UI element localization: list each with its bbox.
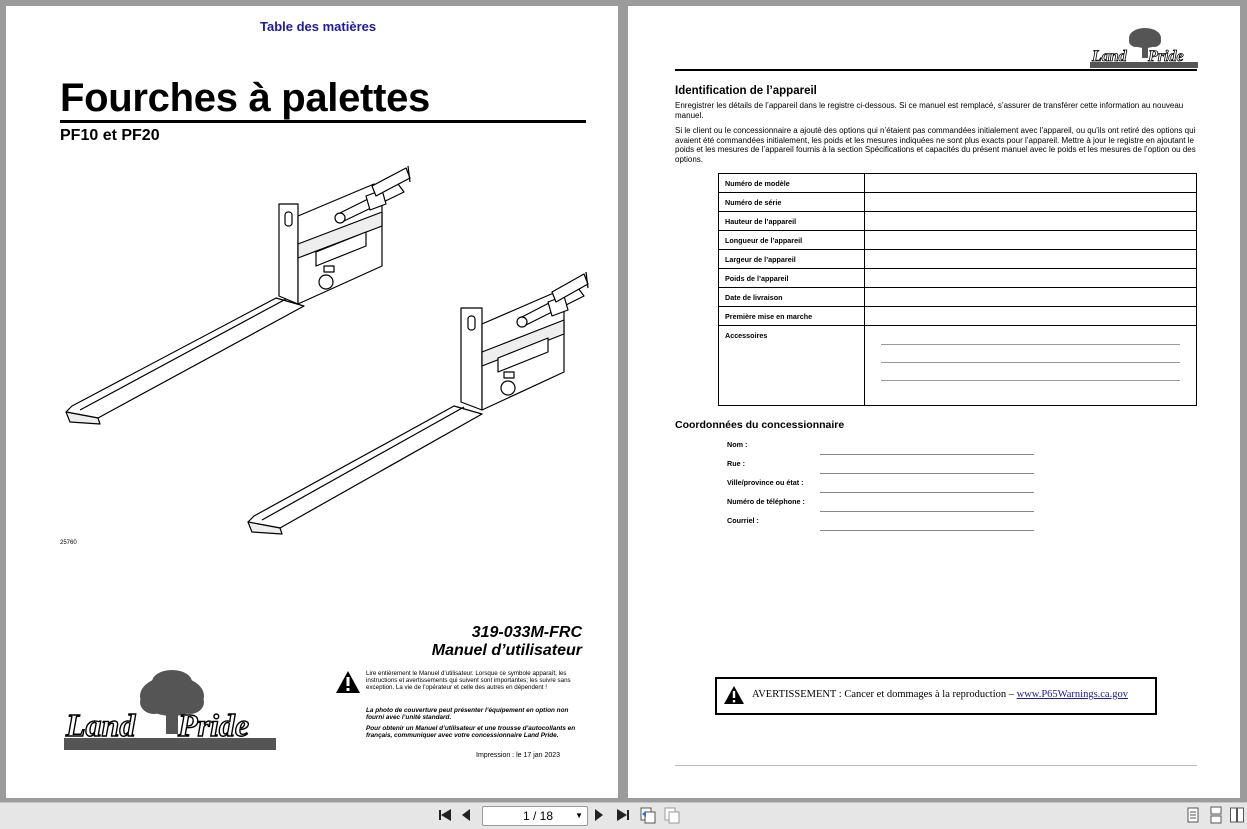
register-label: Largeur de l’appareil (719, 250, 865, 269)
register-value-field[interactable] (865, 250, 1197, 269)
first-page-button[interactable] (438, 806, 452, 824)
continuous-page-icon (1210, 806, 1222, 824)
page-number-select[interactable] (482, 806, 588, 826)
p65-warning-text (752, 689, 1128, 700)
chevron-down-icon: ▼ (575, 811, 583, 820)
previous-page-icon (461, 806, 471, 824)
part-number: 319-033M-FRC (471, 624, 582, 641)
dealer-city-line[interactable] (820, 492, 1034, 493)
dealer-email-line[interactable] (820, 530, 1034, 531)
two-page-icon (1230, 806, 1244, 824)
logo-small-pride-text: Pride (1148, 48, 1184, 65)
register-value-field[interactable] (865, 174, 1197, 193)
next-page-button[interactable] (594, 806, 604, 824)
pallet-forks-illustration (36, 156, 596, 546)
document-subtitle: PF10 et PF20 (60, 127, 160, 144)
accessories-row (719, 326, 1197, 406)
print-date: Impression : le 17 jan 2023 (476, 752, 561, 759)
page-indicator: 1 / 18 (522, 809, 553, 823)
identification-paragraph-1: Enregistrer les détails de l’appareil dans le registre ci-dessous. Si ce manuel est remplacé, s’assurer de transférer cette information au nouveau manuel. (675, 101, 1184, 120)
register-value-field[interactable] (865, 193, 1197, 212)
register-value-field[interactable] (865, 231, 1197, 250)
identification-heading: Identification de l’appareil (675, 85, 817, 97)
table-row (719, 193, 1197, 212)
logo-small-land-text: Land (1092, 48, 1127, 65)
dealer-field-label: Ville/province ou état : (727, 478, 804, 487)
cover-page (6, 6, 618, 798)
cover-photo-note: La photo de couverture peut présenter l’équipement en option non fourni avec l’unité standard. (366, 707, 569, 722)
register-label: Hauteur de l’appareil (719, 212, 865, 231)
document-title: Fourches à palettes (60, 76, 430, 120)
p65-warning-link[interactable]: www.P65Warnings.ca.gov (1016, 689, 1128, 700)
previous-page-button[interactable] (461, 806, 471, 824)
register-label: Longueur de l’appareil (719, 231, 865, 250)
go-forward-icon (664, 806, 680, 824)
two-page-view-button[interactable] (1230, 806, 1244, 824)
dealer-field-label: Nom : (727, 440, 748, 449)
dealer-field-label: Courriel : (727, 516, 759, 525)
register-label: Poids de l’appareil (719, 269, 865, 288)
p65-warning-prefix: AVERTISSEMENT : Cancer et dommages à la reproduction – (752, 689, 1017, 700)
register-label: Numéro de série (719, 193, 865, 212)
table-of-contents-link[interactable]: Table des matières (260, 19, 377, 34)
table-row (719, 174, 1197, 193)
safety-warning-text: Lire entièrement le Manuel d’utilisateur. Lorsque ce symbole apparaît, les instructions et avertissements qui suivent sont importantes; les suivre sans exception. La vie de l’opérateur et celle des autres en dépendent ! (366, 670, 571, 691)
table-row (719, 250, 1197, 269)
footer-divider (675, 765, 1197, 766)
equipment-register-table (718, 173, 1197, 406)
header-divider (675, 69, 1197, 71)
dealer-phone-line[interactable] (820, 511, 1034, 512)
last-page-icon (616, 806, 630, 824)
first-page-icon (438, 806, 452, 824)
go-forward-button[interactable] (664, 806, 680, 824)
p65-warning-box (715, 677, 1157, 715)
last-page-button[interactable] (616, 806, 630, 824)
figure-number: 25760 (60, 540, 77, 546)
register-value-field[interactable] (865, 269, 1197, 288)
go-back-icon (640, 806, 656, 824)
register-label: Date de livraison (719, 288, 865, 307)
accessories-line (881, 362, 1180, 363)
dealer-street-line[interactable] (820, 473, 1034, 474)
table-row (719, 212, 1197, 231)
register-value-field[interactable] (865, 212, 1197, 231)
logo-pride-text: Pride (178, 707, 250, 743)
table-row (719, 269, 1197, 288)
go-back-button[interactable] (640, 806, 656, 824)
manual-name: Manuel d’utilisateur (431, 642, 582, 659)
identification-paragraph-2: Si le client ou le concessionnaire a ajouté des options qui n’étaient pas commandées initialement avec l’appareil, ou qu’ils ont retiré des options qui avaient été commandées initialement, les poids et les mesures indiquées ne sont plus exacts pour l’appareil. Mettre à jour le registre en ajoutant le poids et les mesures de l’appareil fournis à la section Spécifications et capacités du présent manuel avec le poids et les mesures de l’option ou des options. (675, 126, 1196, 165)
table-row (719, 288, 1197, 307)
accessories-line (881, 380, 1180, 381)
next-page-icon (594, 806, 604, 824)
dealer-name-line[interactable] (820, 454, 1034, 455)
register-label: Première mise en marche (719, 307, 865, 326)
register-label: Numéro de modèle (719, 174, 865, 193)
accessories-label: Accessoires (719, 326, 865, 406)
french-manual-note: Pour obtenir un Manuel d’utilisateur et une trousse d’autocollants en français, communiquer avec votre concessionnaire Land Pride. (366, 725, 576, 740)
table-row (719, 231, 1197, 250)
single-page-view-button[interactable] (1187, 806, 1199, 824)
pdf-viewer-toolbar (0, 802, 1247, 829)
logo-land-text: Land (66, 707, 136, 743)
register-value-field[interactable] (865, 288, 1197, 307)
title-divider (60, 120, 586, 123)
accessories-field[interactable] (865, 326, 1197, 406)
dealer-field-label: Rue : (727, 459, 745, 468)
identification-page (628, 6, 1240, 798)
single-page-icon (1187, 806, 1199, 824)
warning-triangle-icon (723, 685, 745, 705)
warning-triangle-icon (335, 670, 361, 694)
dealer-heading: Coordonnées du concessionnaire (675, 419, 845, 431)
dealer-field-label: Numéro de téléphone : (727, 497, 805, 506)
table-row (719, 307, 1197, 326)
land-pride-logo (62, 670, 280, 756)
continuous-view-button[interactable] (1210, 806, 1222, 824)
register-value-field[interactable] (865, 307, 1197, 326)
land-pride-logo-small (1090, 26, 1198, 70)
accessories-line (881, 344, 1180, 345)
